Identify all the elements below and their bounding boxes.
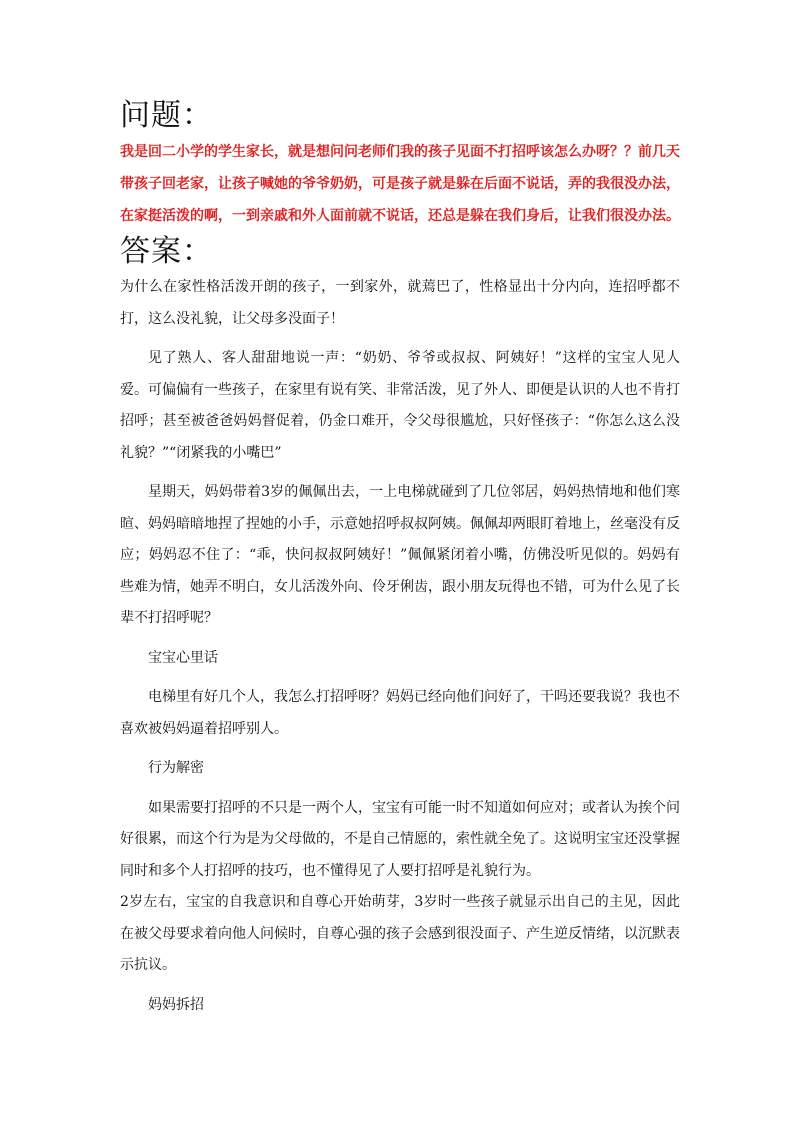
answer-paragraph-greeting: 见了熟人、客人甜甜地说一声：“奶奶、爷爷或叔叔、阿姨好！”这样的宝宝人见人爱。可偏偏有一些孩子，在家里有说有笑、非常活泼，见了外人、即便是认识的人也不肯打招呼；甚至被爸爸妈妈督促着，仍金口难开，令父母很尴尬，只好怪孩子：“你怎么这么没礼貌？”“闭紧我的小嘴巴” (120, 350, 680, 461)
section-title-behavior: 行为解密 (148, 760, 204, 776)
answer-paragraph-age: 2岁左右，宝宝的自我意识和自尊心开始萌芽，3岁时一些孩子就显示出自己的主见，因此在被父母要求着向他人问候时，自尊心强的孩子会感到很没面子、产生逆反情绪，以沉默表示抗议。 (120, 894, 680, 973)
question-heading: 问题： (120, 98, 213, 133)
answer-paragraph-behavior: 如果需要打招呼的不只是一两个人，宝宝有可能一时不知道如何应对；或者认为挨个问好很累，而这个行为是为父母做的，不是自己情愿的，索性就全免了。这说明宝宝还没掌握同时和多个人打招呼的技巧，也不懂得见了人要打招呼是礼貌行为。 (120, 799, 680, 879)
answer-paragraph-intro: 为什么在家性格活泼开朗的孩子，一到家外，就蔫巴了，性格显出十分内向，连招呼都不打，这么没礼貌，让父母多没面子！ (120, 279, 680, 327)
question-text: 我是回二小学的学生家长，就是想问问老师们我的孩子见面不打招呼该怎么办呀？？前几天带孩子回老家，让孩子喊她的爷爷奶奶，可是孩子就是躲在后面不说话，弄的我很没办法，在家挺活泼的啊，一到亲戚和外人面前就不说话，还总是躲在我们身后，让我们很没办法。 (120, 144, 680, 224)
answer-paragraph-baby-words: 电梯里有好几个人，我怎么打招呼呀？妈妈已经向他们问好了，干吗还要我说？我也不喜欢被妈妈逼着招呼别人。 (120, 689, 680, 737)
document-page (120, 96, 680, 1021)
answer-heading: 答案： (120, 234, 213, 269)
section-title-baby-words: 宝宝心里话 (148, 649, 218, 666)
answer-paragraph-story: 星期天，妈妈带着3岁的佩佩出去，一上电梯就碰到了几位邻居，妈妈热情地和他们寒暄、妈妈暗暗地捏了捏她的小手，示意她招呼叔叔阿姨。佩佩却两眼盯着地上，丝毫没有反应；妈妈忍不住了：“乖，快问叔叔阿姨好！”佩佩紧闭着小嘴，仿佛没听见似的。妈妈有些难为情，她弄不明白，女儿活泼外向、伶牙俐齿，跟小朋友玩得也不错，可为什么见了长辈不打招呼呢？ (120, 484, 680, 626)
section-title-mom-tips: 妈妈拆招 (148, 996, 204, 1013)
